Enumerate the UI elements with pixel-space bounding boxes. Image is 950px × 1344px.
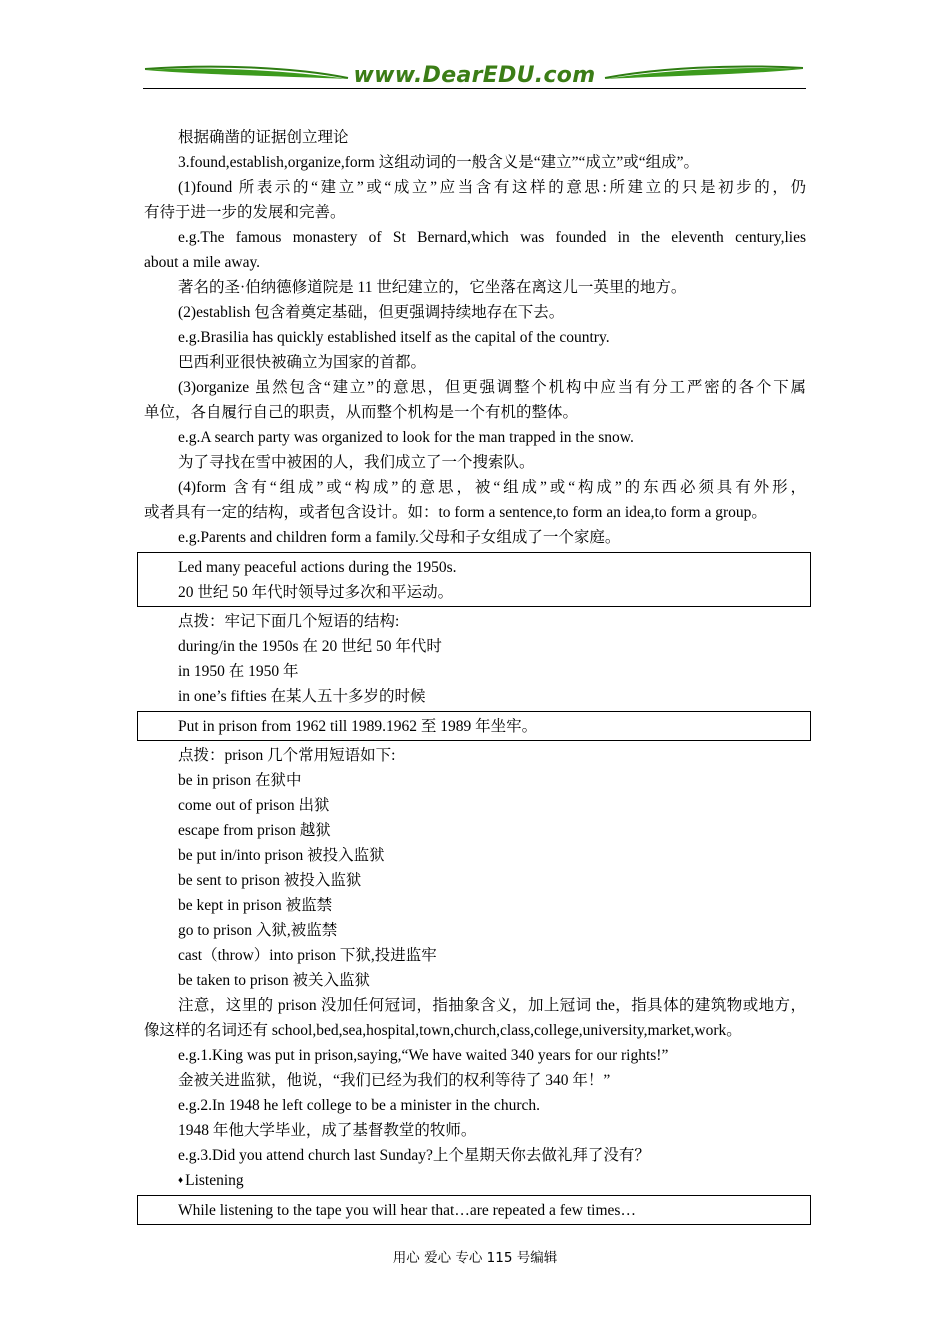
text-line: e.g.2.In 1948 he left college to be a minister in the church. <box>178 1097 540 1114</box>
text-line: (2)establish 包含着奠定基础，但更强调持续地存在下去。 <box>178 304 565 321</box>
text-line: 著名的圣·伯纳德修道院是 11 世纪建立的，它坐落在离这儿一英里的地方。 <box>178 279 687 296</box>
boxed-sentence <box>137 1195 811 1225</box>
boxed-sentence <box>137 552 811 607</box>
text-line: 点拨：牢记下面几个短语的结构: <box>178 613 400 630</box>
document-body <box>144 125 806 1227</box>
phrase-line: be put in/into prison 被投入监狱 <box>178 847 385 864</box>
paragraph-line: (1)found 所表示的“建立”或“成立”应当含有这样的意思:所建立的只是初步的，仍 <box>178 179 806 196</box>
box-line: Put in prison from 1962 till 1989.1962 至 1989 年坐牢。 <box>178 718 538 735</box>
box-line: Led many peaceful actions during the 1950s. <box>178 559 457 576</box>
phrase-line: be sent to prison 被投入监狱 <box>178 872 362 889</box>
phrase-line: be in prison 在狱中 <box>178 772 302 789</box>
paragraph-line: 有待于进一步的发展和完善。 <box>144 204 346 221</box>
phrase-line: go to prison 入狱,被监禁 <box>178 922 338 939</box>
box-line: 20 世纪 50 年代时领导过多次和平运动。 <box>178 584 454 601</box>
section-heading-label: Listening <box>185 1172 244 1189</box>
box-line: While listening to the tape you will hear that…are repeated a few times… <box>178 1202 636 1219</box>
phrase-line: be taken to prison 被关入监狱 <box>178 972 371 989</box>
paragraph-line: 注意，这里的 prison 没加任何冠词，指抽象含义，加上冠词 the，指具体的建筑物或地方， <box>178 997 806 1014</box>
paragraph-line: e.g.The famous monastery of St Bernard,which was founded in the eleventh century,lies <box>178 229 806 246</box>
text-line: 点拨：prison 几个常用短语如下: <box>178 747 396 764</box>
text-line: during/in the 1950s 在 20 世纪 50 年代时 <box>178 638 442 655</box>
page-footer: 用心 爱心 专心 115 号编辑 <box>392 1250 558 1266</box>
paragraph-line: 像这样的名词还有 school,bed,sea,hospital,town,church,class,college,university,market,work。 <box>144 1022 742 1039</box>
site-brand: www.DearEDU.com <box>353 63 596 88</box>
phrase-line: come out of prison 出狱 <box>178 797 330 814</box>
text-line: e.g.1.King was put in prison,saying,“We have waited 340 years for our rights!” <box>178 1047 669 1064</box>
paragraph-line: (3)organize 虽然包含“建立”的意思，但更强调整个机构中应当有分工严密的各个下属 <box>178 379 806 396</box>
text-line: e.g.3.Did you attend church last Sunday?上个星期天你去做礼拜了没有？ <box>178 1147 650 1164</box>
boxed-sentence <box>137 711 811 741</box>
text-line: e.g.Brasilia has quickly established itself as the capital of the country. <box>178 329 610 346</box>
diamond-bullet-icon: ♦ <box>178 1175 184 1186</box>
paragraph-line: 单位，各自履行自己的职责，从而整个机构是一个有机的整体。 <box>144 404 579 421</box>
phrase-line: escape from prison 越狱 <box>178 822 331 839</box>
text-line: 为了寻找在雪中被困的人，我们成立了一个搜索队。 <box>178 454 535 471</box>
header-rule <box>143 88 806 89</box>
text-line: e.g.A search party was organized to look for the man trapped in the snow. <box>178 429 634 446</box>
text-line: 3.found,establish,organize,form 这组动词的一般含义是“建立”“成立”或“组成”。 <box>178 154 700 171</box>
text-line: 1948 年他大学毕业，成了基督教堂的牧师。 <box>178 1122 477 1139</box>
section-heading <box>144 1168 806 1193</box>
paragraph-line: 或者具有一定的结构，或者包含设计。如：to form a sentence,to form an idea,to form a group。 <box>144 504 767 521</box>
text-line: in 1950 在 1950 年 <box>178 663 299 680</box>
paragraph-line: (4)form 含有“组成”或“构成”的意思，被“组成”或“构成”的东西必须具有外形， <box>178 479 806 496</box>
text-line: in one’s fifties 在某人五十多岁的时候 <box>178 688 426 705</box>
paragraph-line: about a mile away. <box>144 254 261 271</box>
phrase-line: cast（throw）into prison 下狱,投进监牢 <box>178 947 437 964</box>
text-line: 根据确凿的证据创立理论 <box>178 129 349 146</box>
page-header <box>143 62 806 92</box>
text-line: e.g.Parents and children form a family.父母和子女组成了一个家庭。 <box>178 529 621 546</box>
text-line: 巴西利亚很快被确立为国家的首都。 <box>178 354 427 371</box>
text-line: 金被关进监狱，他说，“我们已经为我们的权利等待了 340 年！” <box>178 1072 611 1089</box>
phrase-line: be kept in prison 被监禁 <box>178 897 333 914</box>
